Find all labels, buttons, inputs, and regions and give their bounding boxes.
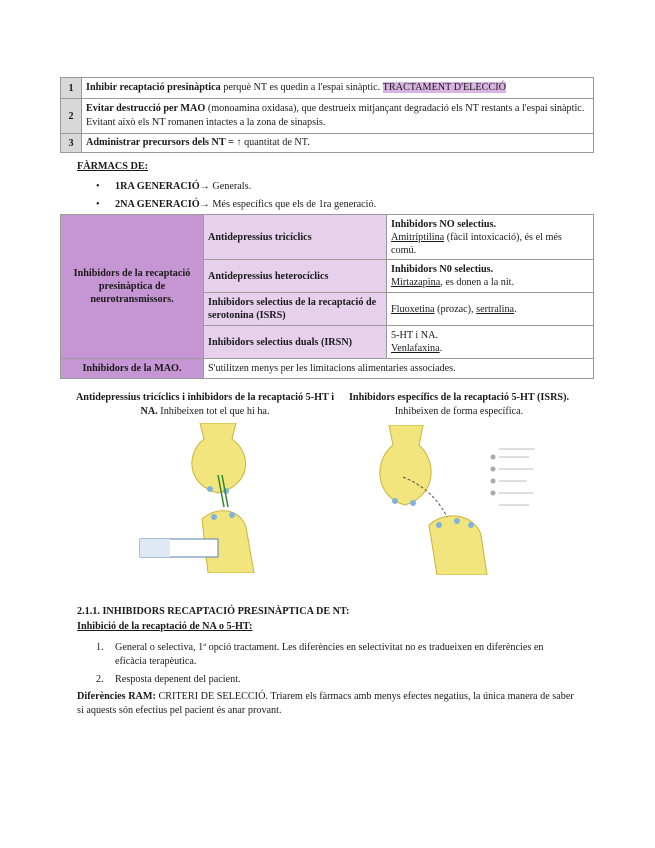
subtype-cell: Antidepressius heterocíclics: [204, 260, 387, 293]
desc-bold: Inhibidors NO selectius.: [391, 218, 497, 230]
numbered-list: [96, 641, 576, 687]
synapse-diagram-right: [363, 425, 543, 575]
step-text: [82, 78, 594, 99]
caption-bold: Antidepressius tricíclics i inhibidors de la recaptació 5-HT i NA.: [75, 392, 335, 417]
item-number: 2.: [96, 674, 104, 685]
desc-text: 5-HT i NA.: [391, 330, 439, 341]
farmacs-title: FÀRMACS DE:: [77, 161, 149, 172]
subtype-cell: Antidepressius tricíclics: [204, 215, 387, 260]
generation-list: [96, 178, 376, 214]
drug-table: [60, 214, 594, 379]
step-rest: (monoamina oxidasa), que destrueix mitjançant degradació els NT restants a l'espai sinàptic. Evitant això els NT romanen intactes a la zona de sinapsis.: [86, 103, 585, 128]
step-text: [82, 99, 594, 134]
item-text: General o selectiva, 1ª opció tractament. Les diferències en selectivitat no es tradueixen en diferències en eficàcia terapèutica.: [115, 642, 544, 667]
table-row: [61, 215, 594, 260]
step-bold: Administrar precursors dels NT = ↑: [86, 137, 242, 148]
steps-table: [60, 77, 594, 153]
figure-caption-right: [334, 391, 584, 419]
item-rest: → Generals.: [199, 181, 252, 192]
item-text: Resposta depenent del pacient.: [115, 674, 241, 685]
ram-paragraph: [77, 690, 577, 718]
item-bold: 2NA GENERACIÓ: [115, 199, 200, 210]
item-rest: → Més específics que els de 1ra generació.: [199, 199, 377, 210]
drug-name: Mirtazapina: [391, 277, 441, 288]
category-cell: Inhibidors de la recaptació presinàptica de neurotransmissors.: [61, 215, 204, 359]
desc-text: .: [439, 343, 443, 354]
drug-name: Venlafaxina: [391, 343, 440, 354]
description-cell: [387, 326, 594, 359]
step-row: [61, 99, 594, 134]
category-cell: Inhibidors de la MAO.: [61, 359, 204, 379]
step-row: [61, 78, 594, 99]
ram-bold: Diferències RAM:: [77, 691, 156, 702]
description-cell: [387, 293, 594, 326]
desc-text: (prozac),: [434, 303, 477, 315]
desc-text: (fàcil intoxicació), és el més comú.: [391, 231, 562, 256]
description-cell: S'utilitzen menys per les limitacions alimentaries associades.: [204, 359, 594, 379]
step-number: 3: [61, 134, 82, 153]
description-cell: [387, 215, 594, 260]
synapse-diagram-left: [136, 423, 296, 573]
desc-text: .: [514, 303, 517, 315]
desc-text: , es donen a la nit.: [440, 277, 515, 288]
list-item: [96, 673, 576, 687]
description-cell: [387, 260, 594, 293]
step-number: 2: [61, 99, 82, 134]
section-heading: 2.1.1. INHIBIDORS RECAPTACIÓ PRESINÀPTICA DE NT:: [77, 606, 350, 617]
drug-name: Fluoxetina: [391, 303, 435, 315]
drug-name: Amitriptilina: [391, 231, 445, 243]
figure-caption-left: [72, 391, 338, 419]
list-item: [96, 196, 376, 214]
list-item: [96, 178, 376, 196]
desc-bold: Inhibidors N0 selectius.: [391, 264, 494, 275]
highlight-text: TRACTAMENT D'ELECCIÓ: [382, 82, 506, 93]
step-rest: quantitat de NT.: [241, 137, 310, 148]
ram-text: CRITERI DE SELECCIÓ. Triarem els fàrmacs amb menys efectes negatius, la única manera de saber si aquests són efectius pel pacient és anar provant.: [77, 691, 574, 716]
list-item: [96, 641, 576, 669]
step-number: 1: [61, 78, 82, 99]
caption-bold: Inhibidors específics de la recaptació 5-HT (ISRS).: [348, 392, 570, 403]
item-number: 1.: [96, 642, 104, 653]
subtype-cell: Inhibidors selectius de la recaptació de serotonina (ISRS): [204, 293, 387, 326]
step-text: [82, 134, 594, 153]
caption-rest: Inhibeixen de forma específica.: [394, 406, 524, 417]
caption-rest: Inhibeixen tot el que hi ha.: [157, 406, 270, 417]
step-rest: perquè NT es quedin a l'espai sinàptic.: [220, 82, 383, 93]
step-bold: Inhibir recaptació presinàptica: [86, 82, 221, 93]
step-row: [61, 134, 594, 153]
table-row: [61, 359, 594, 379]
step-bold: Evitar destrucció per MAO: [86, 103, 206, 114]
drug-name: sertralina: [476, 303, 515, 315]
subtype-cell: Inhibidors selectius duals (IRSN): [204, 326, 387, 359]
section-subheading: Inhibició de la recaptació de NA o 5-HT:: [77, 621, 253, 632]
item-bold: 1RA GENERACIÓ: [115, 181, 200, 192]
